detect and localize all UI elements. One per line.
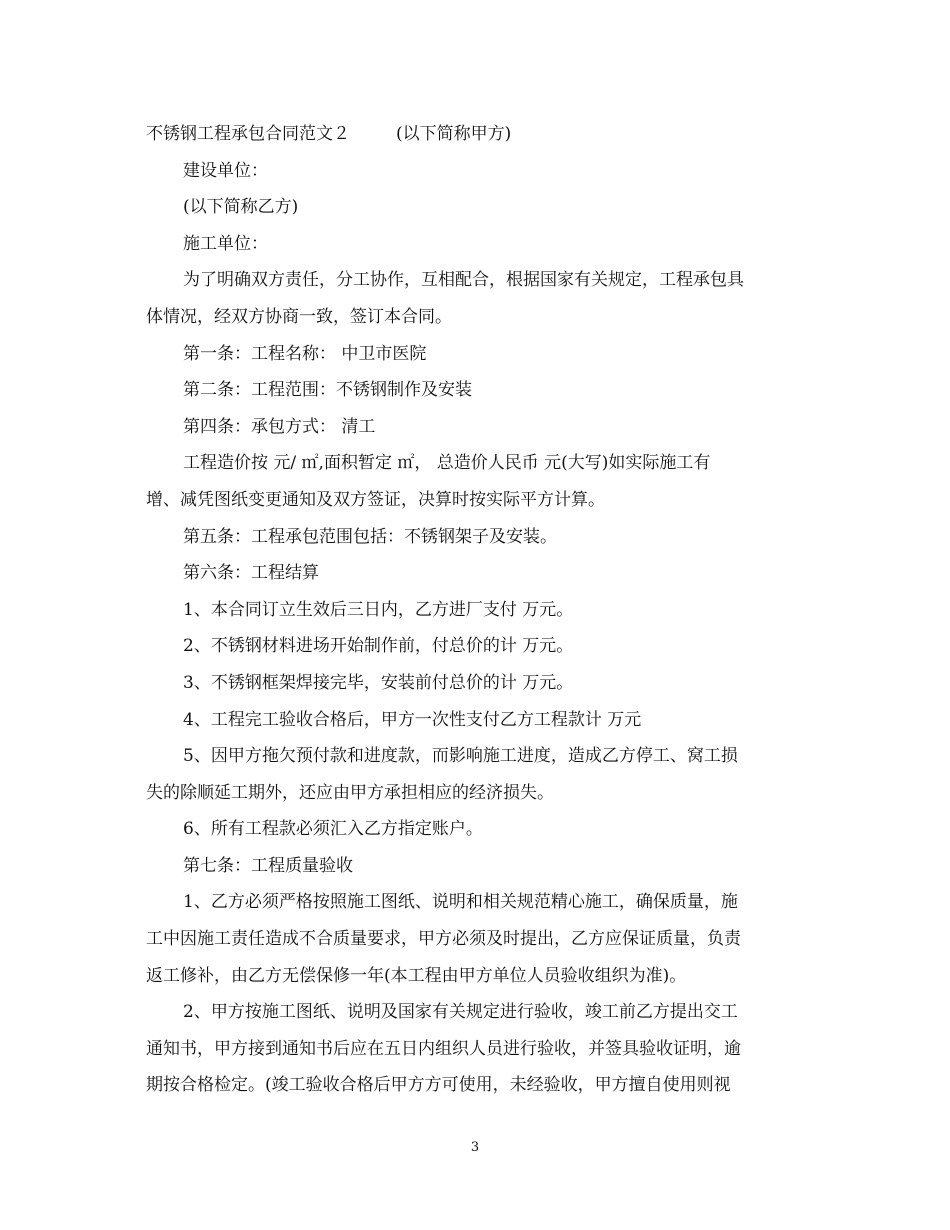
paragraph-line: 第二条：工程范围：不锈钢制作及安装 xyxy=(183,380,472,401)
paragraph-line: 工程造价按 元/ ㎡,面积暂定 ㎡， 总造价人民币 元(大写)如实际施工有 xyxy=(183,453,711,474)
paragraph-line: 通知书，甲方接到通知书后应在五日内组织人员进行验收，并签具验收证明，逾 xyxy=(146,1038,741,1059)
paragraph-line: 为了明确双方责任，分工协作，互相配合，根据国家有关规定，工程承包具 xyxy=(183,270,744,291)
paragraph-line: 施工单位： xyxy=(183,233,268,254)
paragraph-line: 建设单位： xyxy=(183,160,268,181)
document-title: 不锈钢工程承包合同范文２ xyxy=(146,124,350,144)
document-title-line xyxy=(146,116,806,153)
paragraph-line: 失的除顺延工期外，还应由甲方承担相应的经济损失。 xyxy=(146,782,554,803)
paragraph-line: 工中因施工责任造成不合质量要求，甲方必须及时提出，乙方应保证质量，负责 xyxy=(146,929,741,950)
paragraph-line: 4、工程完工验收合格后，甲方一次性支付乙方工程款计 万元 xyxy=(183,709,642,730)
paragraph-line: 第四条：承包方式： 清工 xyxy=(183,416,376,437)
paragraph-line: 6、所有工程款必须汇入乙方指定账户。 xyxy=(183,819,483,840)
paragraph-line: 2、甲方按施工图纸、说明及国家有关规定进行验收，竣工前乙方提出交工 xyxy=(183,1002,738,1023)
paragraph-line: 返工修补，由乙方无偿保修一年(本工程由甲方单位人员验收组织为准)。 xyxy=(146,965,687,986)
paragraph-line: (以下简称乙方) xyxy=(183,197,299,218)
paragraph-line: 体情况，经双方协商一致，签订本合同。 xyxy=(146,306,452,327)
paragraph-line: 第五条：工程承包范围包括：不锈钢架子及安装。 xyxy=(183,526,557,547)
paragraph-line: 2、不锈钢材料进场开始制作前，付总价的计 万元。 xyxy=(183,636,574,657)
paragraph-line: 1、本合同订立生效后三日内，乙方进厂支付 万元。 xyxy=(183,599,574,620)
page-number: 3 xyxy=(470,1140,480,1155)
paragraph-line: 期按合格检定。(竣工验收合格后甲方方可使用，未经验收，甲方擅自使用则视 xyxy=(146,1075,731,1096)
paragraph-line: 1、乙方必须严格按照施工图纸、说明和相关规范精心施工，确保质量，施 xyxy=(183,892,738,913)
paragraph-line: 第七条：工程质量验收 xyxy=(183,855,353,876)
document-title-suffix: (以下简称甲方) xyxy=(396,124,512,144)
paragraph-line: 3、不锈钢框架焊接完毕，安装前付总价的计 万元。 xyxy=(183,672,574,693)
paragraph-line: 增、减凭图纸变更通知及双方签证，决算时按实际平方计算。 xyxy=(146,489,605,510)
paragraph-line: 5、因甲方拖欠预付款和进度款，而影响施工进度，造成乙方停工、窝工损 xyxy=(183,746,738,767)
document-body xyxy=(146,116,806,1104)
paragraph-line: 第六条：工程结算 xyxy=(183,563,319,584)
paragraph-line: 第一条：工程名称： 中卫市医院 xyxy=(183,343,427,364)
